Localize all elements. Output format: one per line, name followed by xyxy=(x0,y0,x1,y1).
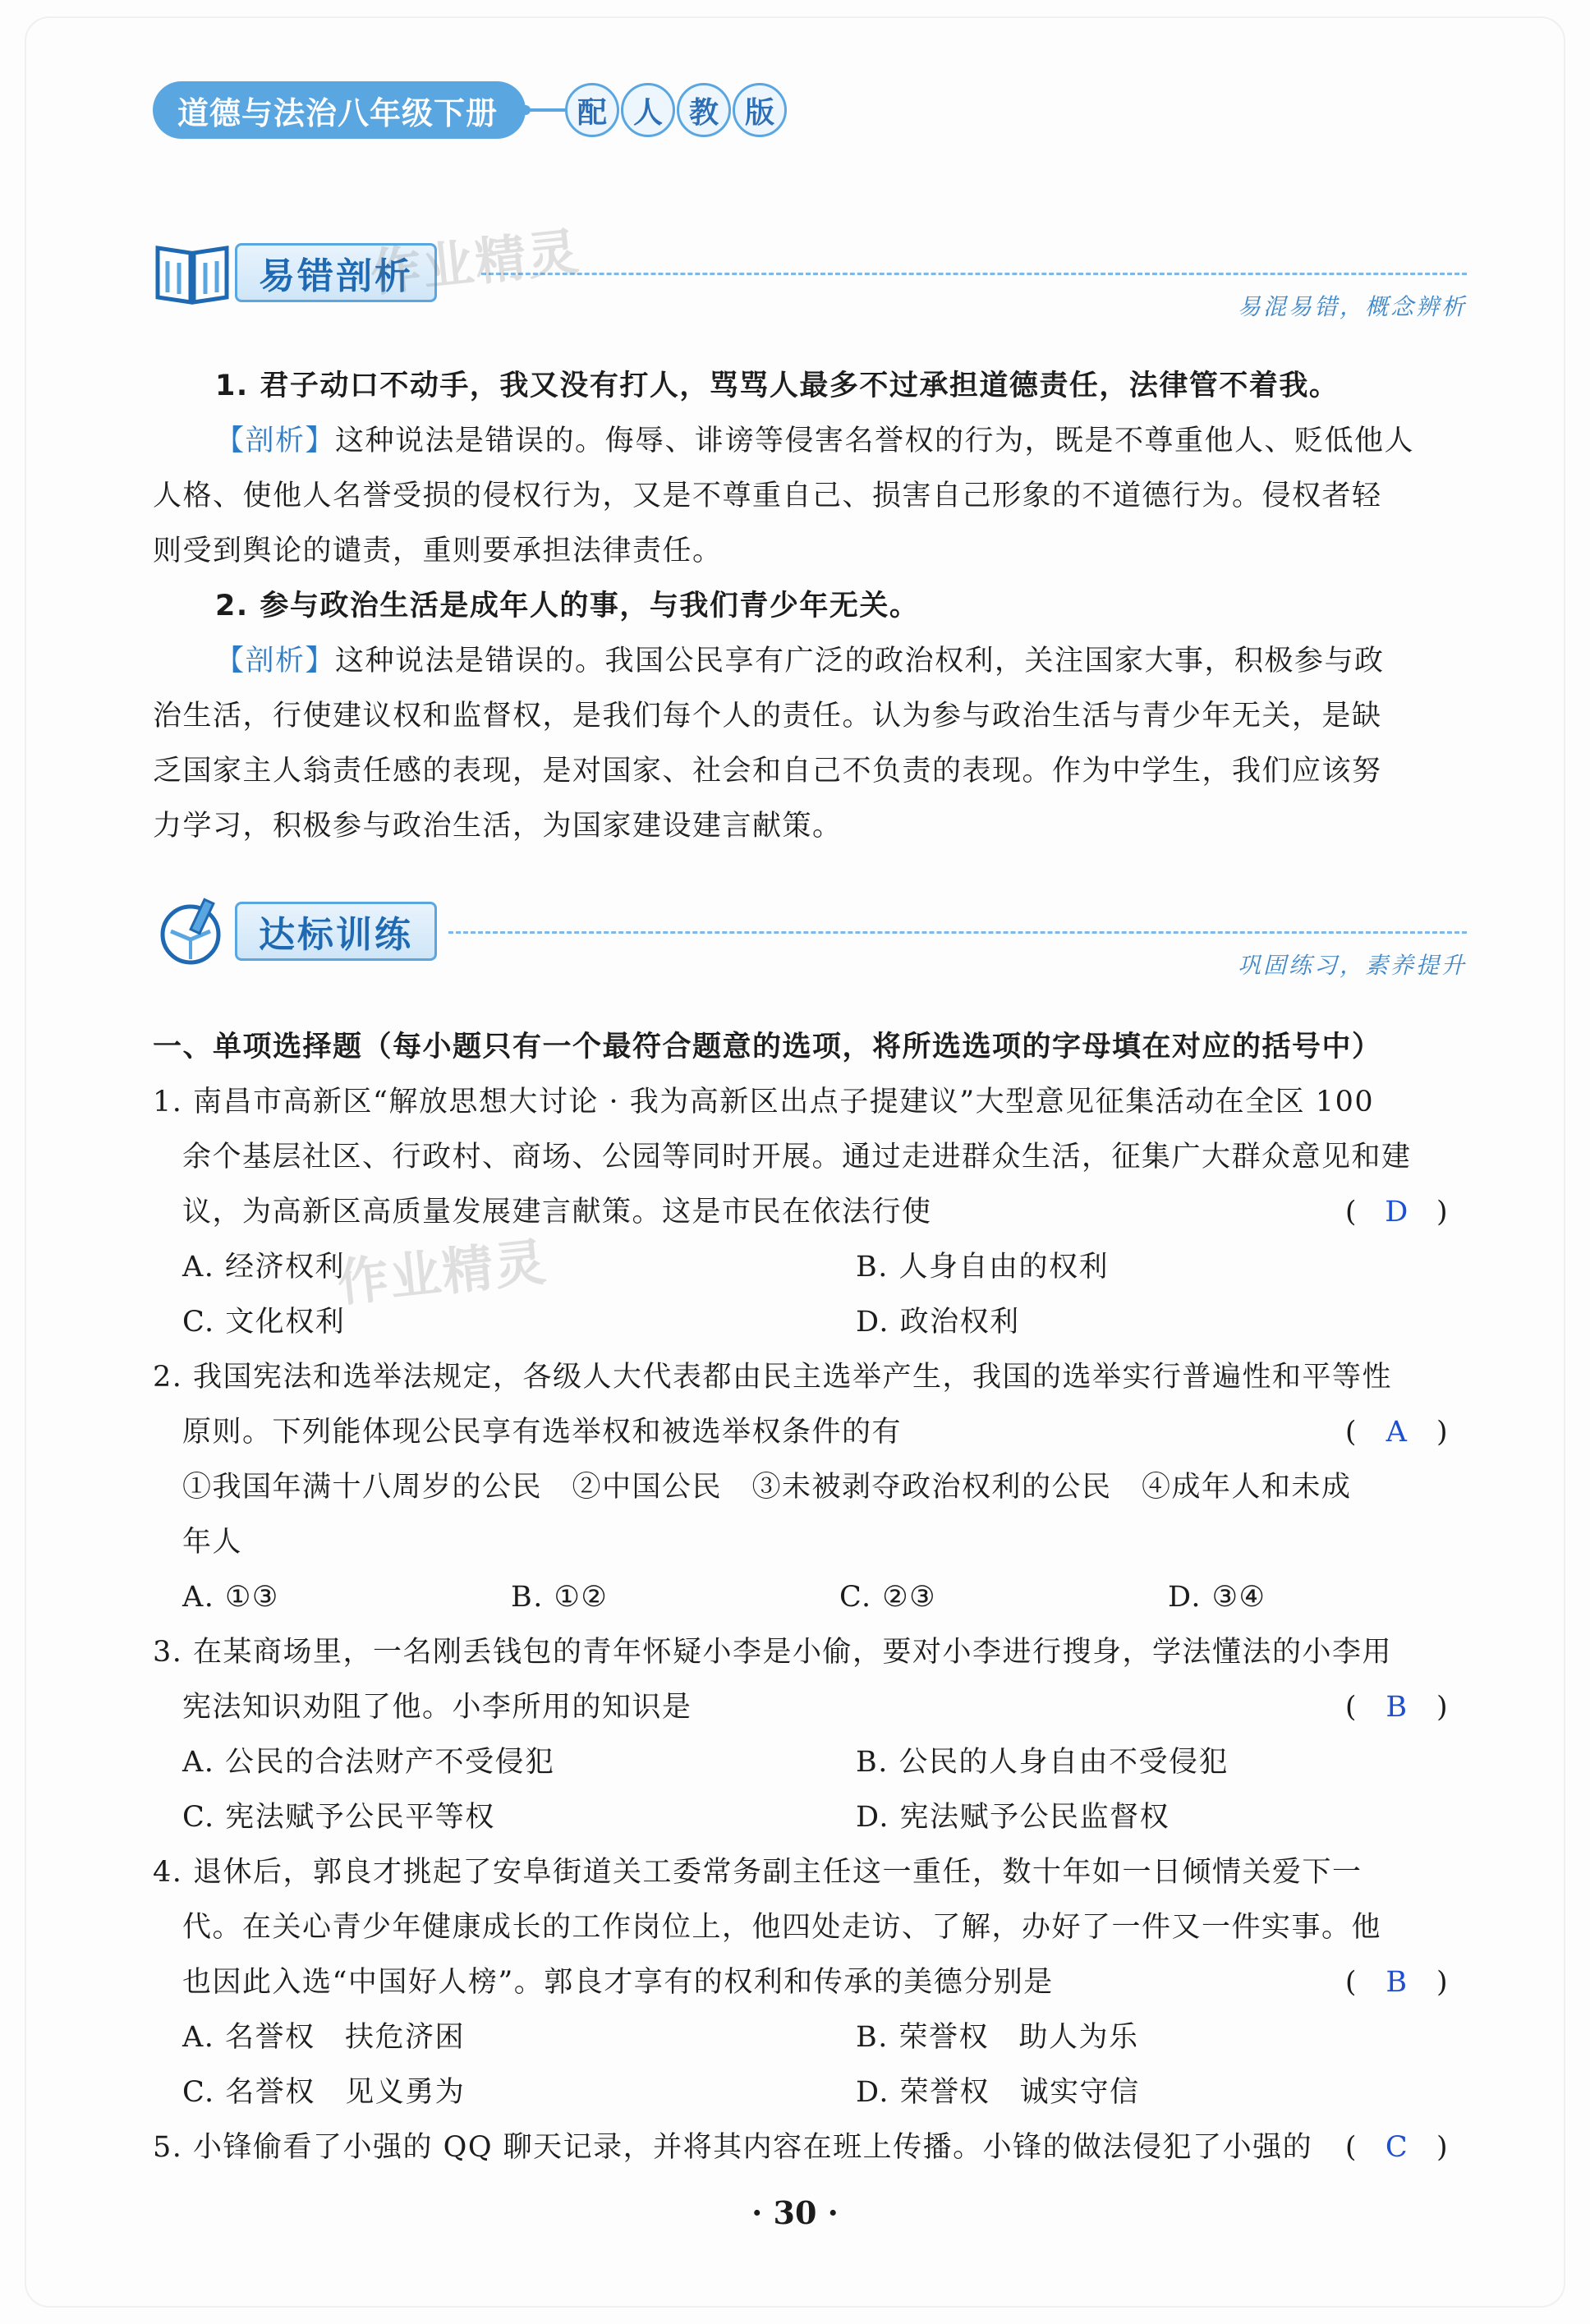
option: D. 政治权利 xyxy=(856,1306,1020,1339)
answer-bracket: ( D ) xyxy=(1327,1185,1467,1240)
section-divider xyxy=(481,273,1467,275)
question-2-options xyxy=(153,1570,1467,1625)
analysis-tag: 【剖析】 xyxy=(215,425,336,457)
analysis-text-line: 治生活，行使建议权和监督权，是我们每个人的责任。认为参与政治生活与青少年无关，是缺 xyxy=(153,700,1382,733)
answer-letter: B xyxy=(1386,1691,1408,1724)
analysis-text-line: 人格、使他人名誉受损的侵权行为，又是不尊重自己、损害自己形象的不道德行为。侵权者轻 xyxy=(153,480,1382,512)
option: A. 公民的合法财产不受侵犯 xyxy=(182,1746,555,1779)
question-4-line: 代。在关心青少年健康成长的工作岗位上，他四处走访、了解，办好了一件又一件实事。他 xyxy=(182,1911,1382,1944)
analysis-answer-1 xyxy=(153,414,1467,469)
option: B. 公民的人身自由不受侵犯 xyxy=(856,1746,1229,1779)
analysis-answer-2 xyxy=(153,634,1467,689)
answer-bracket: ( B ) xyxy=(1327,1680,1467,1735)
section-title: 易错剖析 xyxy=(235,243,437,302)
option: C. 文化权利 xyxy=(182,1306,346,1339)
option: B. 荣誉权 助人为乐 xyxy=(856,2021,1139,2054)
question-3-stem-end xyxy=(153,1680,1467,1735)
answer-letter: C xyxy=(1385,2131,1409,2164)
analysis-question-1: 1. 君子动口不动手，我又没有打人，骂骂人最多不过承担道德责任，法律管不着我。 xyxy=(215,370,1340,402)
question-3-options xyxy=(153,1735,1467,1845)
question-4-stem-end xyxy=(153,1955,1467,2010)
answer-bracket: ( A ) xyxy=(1327,1405,1467,1460)
analysis-text-line: 则受到舆论的谴责，重则要承担法律责任。 xyxy=(153,535,723,567)
answer-letter: B xyxy=(1386,1966,1408,1999)
question-1-line: 议，为高新区高质量发展建言献策。这是市民在依法行使 xyxy=(182,1196,932,1229)
watermark: 作业精灵 xyxy=(367,221,583,304)
option: A. 名誉权 扶危济困 xyxy=(182,2021,466,2054)
question-type-heading: 一、单项选择题（每小题只有一个最符合题意的选项，将所选选项的字母填在对应的括号中） xyxy=(153,1031,1382,1063)
option: C. ②③ xyxy=(839,1581,937,1614)
question-2-line: 原则。下列能体现公民享有选举权和被选举权条件的有 xyxy=(182,1416,903,1449)
answer-letter: A xyxy=(1386,1416,1408,1449)
question-2-items: 年人 xyxy=(182,1526,243,1559)
analysis-text-line: 这种说法是错误的。我国公民享有广泛的政治权利，关注国家大事，积极参与政 xyxy=(335,645,1385,677)
question-3-line: 3. 在某商场里，一名刚丢钱包的青年怀疑小李是小偷，要对小李进行搜身，学法懂法的小李用 xyxy=(153,1636,1393,1669)
book-header xyxy=(153,79,788,141)
edition-badge-char: 版 xyxy=(733,83,787,137)
question-3-line: 宪法知识劝阻了他。小李所用的知识是 xyxy=(182,1691,692,1724)
question-4-line: 也因此入选“中国好人榜”。郭良才享有的权利和传承的美德分别是 xyxy=(182,1966,1054,1999)
question-2-stem-end xyxy=(153,1405,1467,1460)
answer-bracket: ( C ) xyxy=(1327,2120,1467,2175)
option: A. ①③ xyxy=(182,1581,279,1614)
question-2-items: ①我国年满十八周岁的公民 ②中国公民 ③未被剥夺政治权利的公民 ④成年人和未成 xyxy=(182,1471,1352,1504)
option: A. 经济权利 xyxy=(182,1251,346,1284)
option: C. 宪法赋予公民平等权 xyxy=(182,1801,495,1834)
open-book-icon xyxy=(153,237,232,307)
option: B. 人身自由的权利 xyxy=(856,1251,1109,1284)
question-1-line: 余个基层社区、行政村、商场、公园等同时开展。通过走进群众生活，征集广大群众意见和建 xyxy=(182,1141,1412,1173)
pencil-notebook-icon xyxy=(153,895,232,966)
book-title: 道德与法治八年级下册 xyxy=(153,81,526,139)
question-2-line: 2. 我国宪法和选举法规定，各级人大代表都由民主选举产生，我国的选举实行普遍性和平等性 xyxy=(153,1361,1393,1394)
option: D. 荣誉权 诚实守信 xyxy=(856,2076,1140,2109)
training-block xyxy=(153,1020,1467,2175)
question-5-line: 5. 小锋偷看了小强的 QQ 聊天记录，并将其内容在班上传播。小锋的做法侵犯了小强的 xyxy=(153,2131,1313,2164)
section-training-banner xyxy=(153,892,1467,982)
edition-badge-char: 人 xyxy=(621,83,675,137)
analysis-tag: 【剖析】 xyxy=(215,645,336,677)
header-connector xyxy=(526,108,565,112)
analysis-text-line: 乏国家主人翁责任感的表现，是对国家、社会和自己不负责的表现。作为中学生，我们应该努 xyxy=(153,755,1382,788)
analysis-question-2: 2. 参与政治生活是成年人的事，与我们青少年无关。 xyxy=(215,590,920,622)
watermark: 作业精灵 xyxy=(334,1231,550,1314)
section-subtitle: 巩固练习，素养提升 xyxy=(1237,952,1467,979)
question-5-stem-end xyxy=(153,2120,1467,2175)
analysis-text-line: 力学习，积极参与政治生活，为国家建设建言献策。 xyxy=(153,810,843,843)
question-1-line: 1. 南昌市高新区“解放思想大讨论 · 我为高新区出点子提建议”大型意见征集活动在全区 100 xyxy=(153,1086,1375,1118)
option: B. ①② xyxy=(511,1581,609,1614)
section-divider xyxy=(448,931,1467,934)
option: D. 宪法赋予公民监督权 xyxy=(856,1801,1170,1834)
section-analysis-banner xyxy=(153,233,1467,324)
question-4-options xyxy=(153,2010,1467,2120)
question-4-line: 4. 退休后，郭良才挑起了安阜街道关工委常务副主任这一重任，数十年如一日倾情关爱下一 xyxy=(153,1856,1363,1889)
option: C. 名誉权 见义勇为 xyxy=(182,2076,466,2109)
section-title: 达标训练 xyxy=(235,902,437,961)
answer-bracket: ( B ) xyxy=(1327,1955,1467,2010)
analysis-text-line: 这种说法是错误的。侮辱、诽谤等侵害名誉权的行为，既是不尊重他人、贬低他人 xyxy=(335,425,1415,457)
option: D. ③④ xyxy=(1168,1581,1266,1614)
answer-letter: D xyxy=(1385,1196,1409,1229)
edition-badge-char: 教 xyxy=(677,83,731,137)
section-subtitle: 易混易错，概念辨析 xyxy=(1237,293,1467,320)
page-number: · 30 · xyxy=(751,2194,839,2231)
analysis-block xyxy=(153,359,1467,854)
question-1-stem-end xyxy=(153,1185,1467,1240)
edition-badge-char: 配 xyxy=(565,83,619,137)
